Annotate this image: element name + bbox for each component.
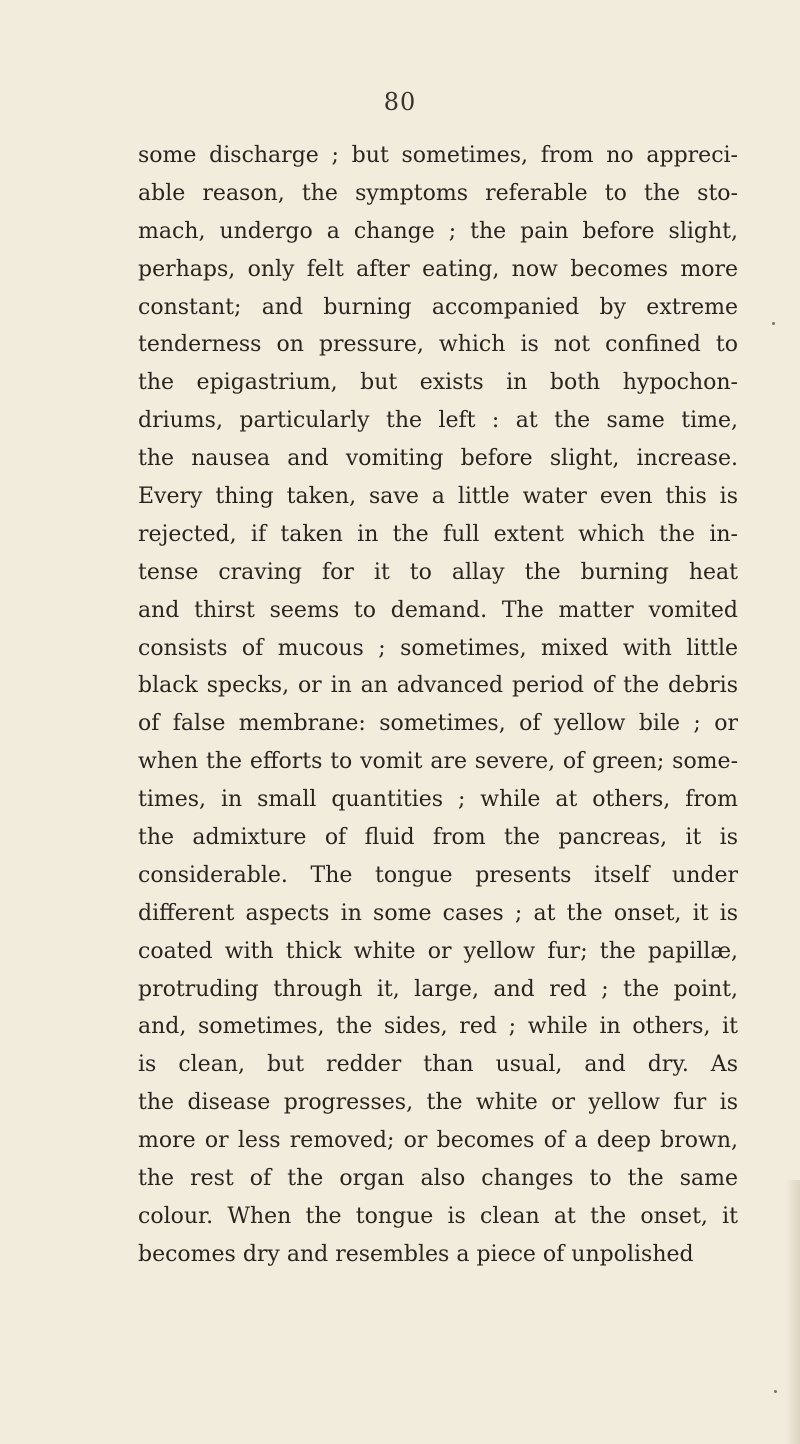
text-line: some discharge ; but sometimes, from no appreci- — [138, 143, 738, 168]
text-line: able reason, the symptoms referable to the sto- — [138, 180, 738, 206]
text-line: rejected, if taken in the full extent which the in- — [138, 521, 738, 547]
text-line: black specks, or in an advanced period of the debris — [138, 673, 738, 699]
text-line: protruding through it, large, and red ; the point, — [138, 976, 738, 1002]
text-line: the admixture of fluid from the pancreas, it is — [138, 825, 738, 851]
text-line: the disease progresses, the white or yellow fur is — [138, 1090, 738, 1116]
text-line: consists of mucous ; sometimes, mixed with little — [138, 635, 738, 661]
text-line: and thirst seems to demand. The matter vomited — [138, 597, 738, 623]
text-line: more or less removed; or becomes of a deep brown, — [138, 1128, 738, 1154]
text-line: the rest of the organ also changes to the same — [138, 1166, 738, 1192]
text-line: tenderness on pressure, which is not confined to — [138, 332, 738, 358]
paper-speck — [772, 322, 775, 325]
text-line: coated with thick white or yellow fur; the papillæ, — [138, 938, 738, 964]
body-text — [138, 137, 738, 1274]
text-line: the epigastrium, but exists in both hypochon- — [138, 370, 738, 396]
text-line: mach, undergo a change ; the pain before slight, — [138, 218, 738, 244]
text-line: colour. When the tongue is clean at the onset, it — [138, 1203, 738, 1229]
text-line: times, in small quantities ; while at others, from — [138, 787, 738, 813]
text-line: is clean, but redder than usual, and dry. As — [138, 1052, 738, 1078]
text-line: tense craving for it to allay the burning heat — [138, 559, 738, 585]
page-number: 80 — [383, 88, 417, 116]
text-line: perhaps, only felt after eating, now becomes more — [138, 256, 738, 282]
text-line: considerable. The tongue presents itself under — [138, 862, 738, 888]
text-line: constant; and burning accompanied by extreme — [138, 294, 738, 320]
text-line: when the efforts to vomit are severe, of green; some- — [138, 749, 738, 775]
text-line: and, sometimes, the sides, red ; while in others, it — [138, 1014, 738, 1040]
text-line: Every thing taken, save a little water even this is — [138, 484, 738, 510]
text-line: the nausea and vomiting before slight, increase. — [138, 446, 738, 472]
text-line: different aspects in some cases ; at the onset, it is — [138, 900, 738, 926]
text-line: driums, particularly the left : at the same time, — [138, 408, 738, 434]
text-line: of false membrane: sometimes, of yellow bile ; or — [138, 711, 738, 737]
paper-speck — [774, 1390, 777, 1393]
text-line: becomes dry and resembles a piece of unpolished — [138, 1241, 694, 1267]
page-edge-shadow — [786, 1180, 800, 1444]
